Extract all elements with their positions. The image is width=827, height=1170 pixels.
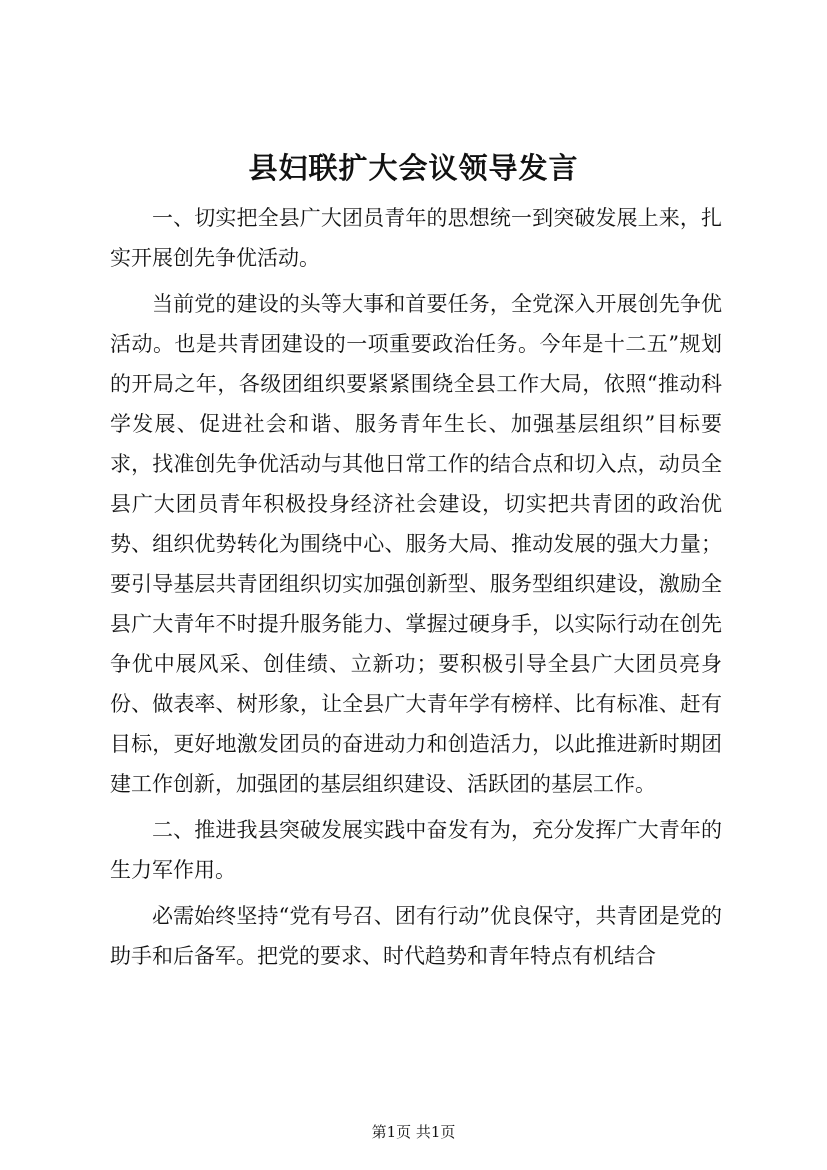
paragraph-4: 必需始终坚持“党有号召、团有行动”优良保守，共青团是党的助手和后备军。把党的要求、时代趋势和青年特点有机结合	[110, 904, 722, 968]
paragraph-3: 二、推进我县突破发展实践中奋发有为，充分发挥广大青年的生力军作用。	[110, 818, 722, 882]
page-footer: 第1页 共1页	[371, 1123, 456, 1141]
page-title: 县妇联扩大会议领导发言	[248, 151, 579, 185]
document-body	[110, 198, 722, 976]
paragraph-1: 一、切实把全县广大团员青年的思想统一到突破发展上来，扎实开展创先争优活动。	[110, 206, 722, 270]
paragraph-2: 当前党的建设的头等大事和首要任务，全党深入开展创先争优活动。也是共青团建设的一项重要政治任务。今年是十二五”规划的开局之年，各级团组织要紧紧围绕全县工作大局，依照“推动科学发展、促进社会和谐、服务青年生长、加强基层组织”目标要求，找准创先争优活动与其他日常工作的结合点和切入点，动员全县广大团员青年积极投身经济社会建设，切实把共青团的政治优势、组织优势转化为围绕中心、服务大局、推动发展的强大力量；要引导基层共青团组织切实加强创新型、服务型组织建设，激励全县广大青年不时提升服务能力、掌握过硬身手，以实际行动在创先争优中展风采、创佳绩、立新功；要积极引导全县广大团员亮身份、做表率、树形象，让全县广大青年学有榜样、比有标准、赶有目标，更好地激发团员的奋进动力和创造活力，以此推进新时期团建工作创新，加强团的基层组织建设、活跃团的基层工作。	[110, 292, 722, 796]
